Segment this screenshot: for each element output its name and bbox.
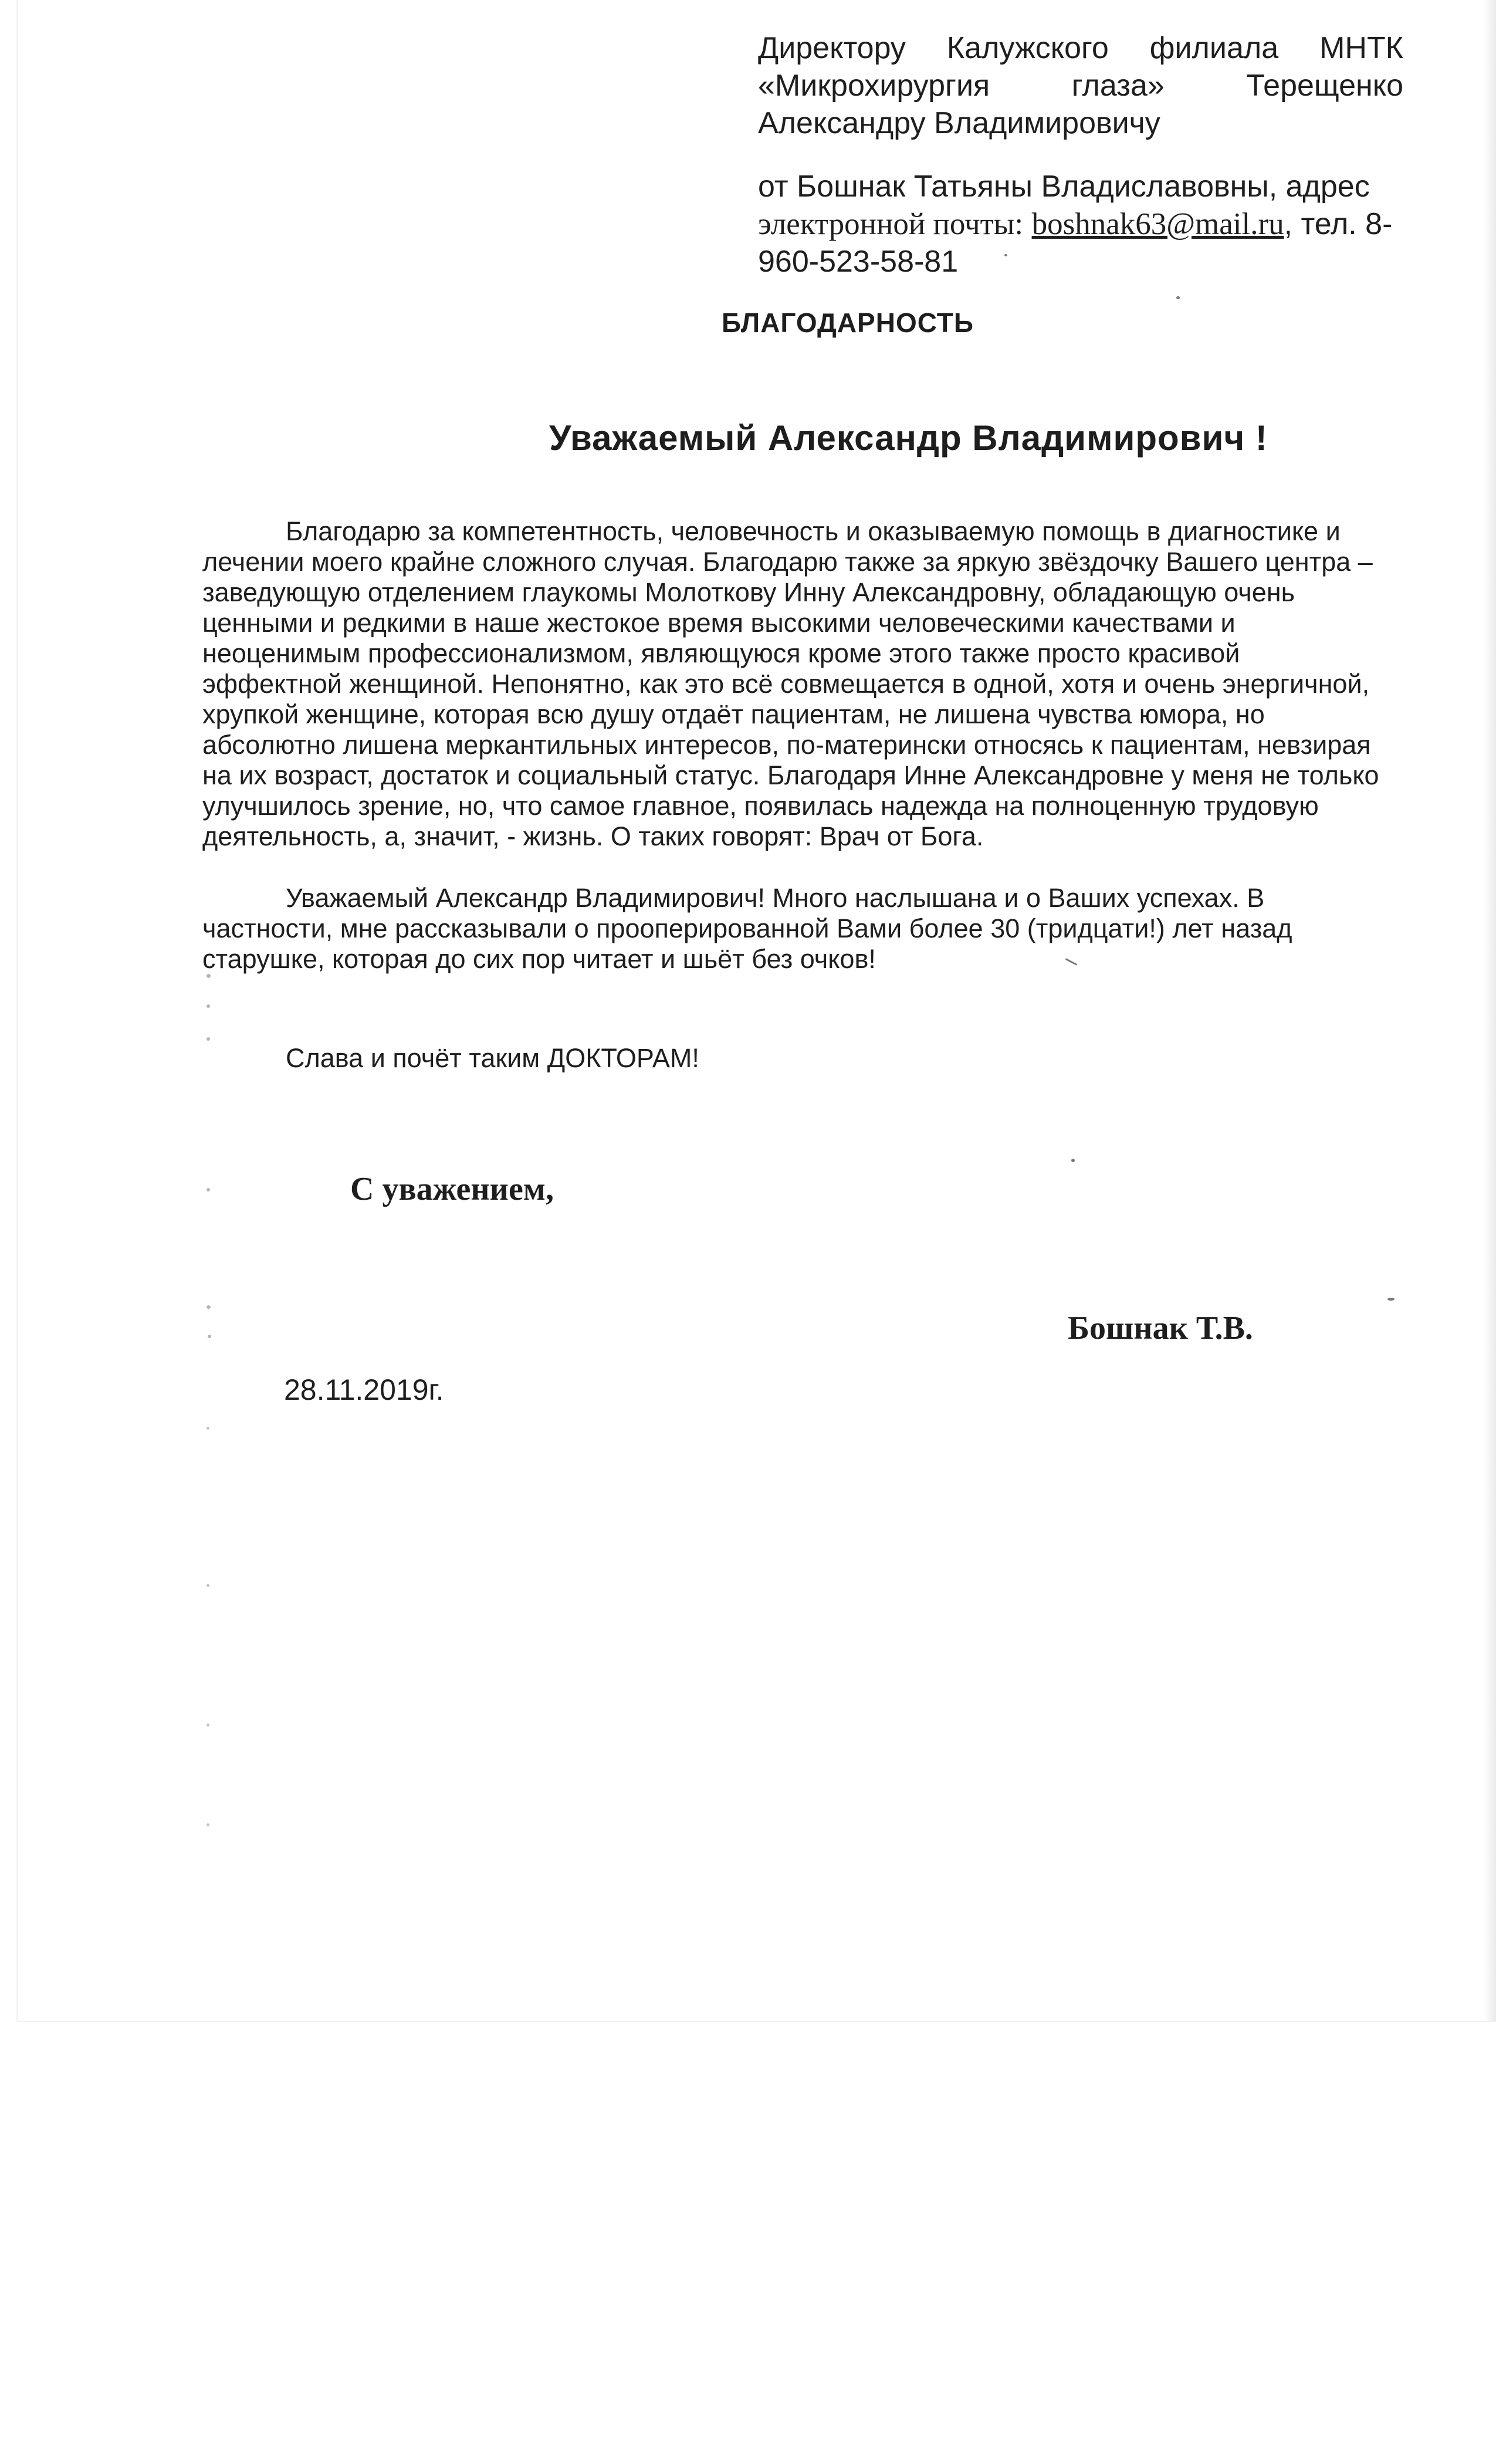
scan-speck — [208, 1335, 211, 1338]
addressee-line: Александру Владимировичу — [758, 106, 1160, 140]
scan-speck — [1176, 296, 1180, 299]
sender-block — [758, 168, 1403, 280]
paragraph-line: на их возраст, достаток и социальный статус. Благодаря Инне Александровне у меня не только — [202, 760, 1379, 790]
paragraph-line: лечении моего крайне сложного случая. Благодарю также за яркую звёздочку Вашего центра – — [202, 547, 1373, 577]
email-label: электронной почты: — [758, 207, 1024, 241]
paragraph-1 — [202, 516, 1399, 852]
scan-speck — [207, 1584, 209, 1587]
paragraph-line: хрупкой женщине, которая всю душу отдаёт пациентам, не лишена чувства юмора, но — [202, 699, 1265, 729]
closing-line: Слава и почёт таким ДОКТОРАМ! — [286, 1043, 699, 1073]
scan-speck — [207, 974, 211, 978]
scan-speck — [207, 1305, 211, 1309]
page-left-edge — [16, 0, 18, 2021]
scan-speck — [207, 1823, 209, 1826]
sender-name-line: от Бошнак Татьяны Владиславовны, адрес — [758, 170, 1370, 204]
phone-number: 960-523-58-81 — [758, 245, 959, 279]
greeting: Уважаемый Александр Владимирович ! — [549, 418, 1268, 458]
phone-prefix: , тел. 8- — [1284, 207, 1393, 241]
document-date: 28.11.2019г. — [284, 1373, 444, 1406]
scan-speck — [207, 1427, 209, 1430]
paragraph-line: ценными и редкими в наше жестокое время высокими человеческими качествами и — [202, 608, 1236, 638]
paragraph-line: частности, мне рассказывали о прооперированной Вами более 30 (тридцати!) лет назад — [202, 913, 1292, 943]
signature-name: Бошнак Т.В. — [1068, 1310, 1253, 1346]
regards: С уважением, — [350, 1171, 554, 1207]
scan-speck — [207, 1004, 210, 1008]
paragraph-line: старушке, которая до сих пор читает и шьёт без очков! — [202, 944, 876, 974]
addressee-line: Директору Калужского филиала МНТК — [758, 31, 1403, 65]
page-bottom-edge — [18, 2021, 1496, 2022]
scanned-page — [18, 0, 1496, 2021]
paragraph-line: заведующую отделением глаукомы Молоткову Инну Александровну, обладающую очень — [202, 577, 1295, 607]
scan-speck — [207, 1724, 209, 1727]
page-right-edge — [1484, 0, 1496, 2021]
paragraph-line: Уважаемый Александр Владимирович! Много наслышана и о Ваших успехах. В — [286, 883, 1265, 913]
paragraph-2 — [202, 883, 1399, 974]
scan-speck — [207, 1037, 210, 1041]
scan-speck — [207, 1188, 210, 1192]
scan-speck — [1004, 254, 1007, 256]
paragraph-line: абсолютно лишена меркантильных интересов, по-матерински относясь к пациентам, невзирая — [202, 730, 1371, 760]
document-title: БЛАГОДАРНОСТЬ — [722, 307, 974, 338]
scan-speck — [1387, 1298, 1395, 1301]
addressee-line: «Микрохирургия глаза» Терещенко — [758, 69, 1403, 103]
scan-speck — [1071, 1159, 1075, 1162]
paragraph-line: неоценимым профессионализмом, являющуюся кроме этого также просто красивой — [202, 638, 1240, 668]
addressee-block — [758, 29, 1403, 142]
paragraph-line: Благодарю за компетентность, человечность и оказываемую помощь в диагностике и — [286, 516, 1341, 546]
paragraph-line: улучшилось зрение, но, что самое главное, появилась надежда на полноценную трудовую — [202, 791, 1319, 821]
paragraph-line: деятельность, а, значит, - жизнь. О таких говорят: Врач от Бога. — [202, 821, 984, 851]
sender-contact-line — [758, 205, 1403, 243]
paragraph-line: эффектной женщиной. Непонятно, как это всё совмещается в одной, хотя и очень энергичной, — [202, 669, 1370, 699]
email-link[interactable]: boshnak63@mail.ru — [1031, 207, 1284, 241]
